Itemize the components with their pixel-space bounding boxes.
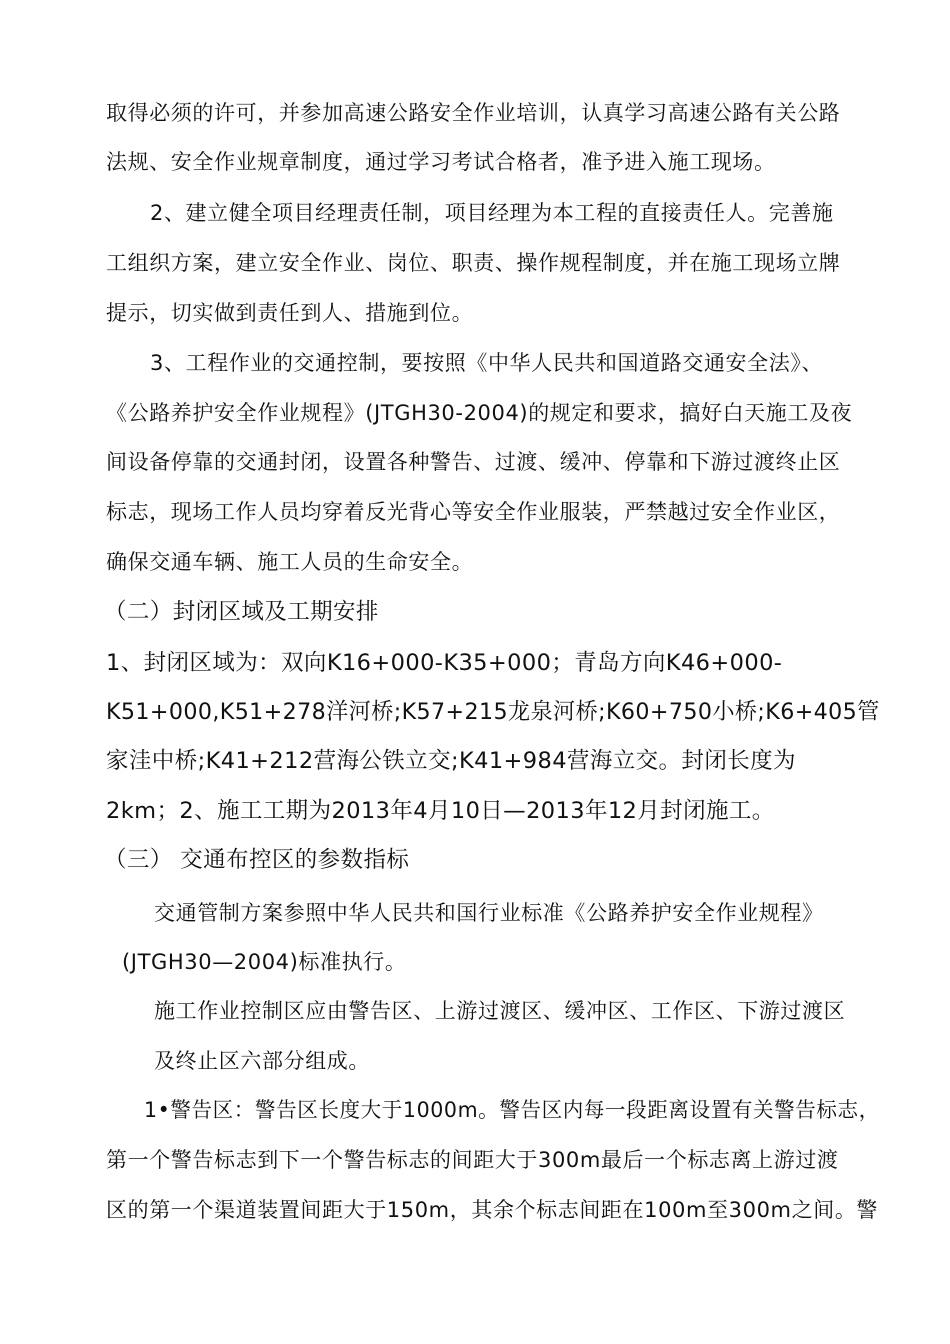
item3-line1: 3、工程作业的交通控制，要按照《中华人民共和国道路交通安全法》、 [150,351,824,375]
item2-line1: 2、建立健全项目经理责任制，项目经理为本工程的直接责任人。完善施 [150,201,834,225]
item3-line5: 确保交通车辆、施工人员的生命安全。 [106,550,474,574]
zones-line2: 及终止区六部分组成。 [154,1049,370,1073]
closure-line1: 1、封闭区域为：双向K16+000-K35+000；青岛方向K46+000- [106,650,783,676]
para1-line2: 法规、安全作业规章制度，通过学习考试合格者，准予进入施工现场。 [106,150,776,174]
closure-line2: K51+000,K51+278洋河桥;K57+215龙泉河桥;K60+750小桥;K6+405管 [106,699,880,725]
closure-line4: 2km；2、施工工期为2013年4月10日—2013年12月封闭施工。 [106,798,775,824]
zones-line1: 施工作业控制区应由警告区、上游过渡区、缓冲区、工作区、下游过渡区 [154,999,846,1023]
item3-line3: 间设备停靠的交通封闭，设置各种警告、过渡、缓冲、停靠和下游过渡终止区 [106,450,841,474]
item2-line3: 提示，切实做到责任到人、措施到位。 [106,301,474,325]
para1-line1: 取得必须的许可，并参加高速公路安全作业培训，认真学习高速公路有关公路 [106,101,841,125]
standard-line1: 交通管制方案参照中华人民共和国行业标准《公路养护安全作业规程》 [154,901,824,925]
section-heading-2: （二）封闭区域及工期安排 [104,599,379,625]
closure-line3: 家洼中桥;K41+212营海公铁立交;K41+984营海立交。封闭长度为 [106,748,796,774]
section-heading-3: （三） 交通布控区的参数指标 [104,847,410,873]
item3-line4: 标志，现场工作人员均穿着反光背心等安全作业服装，严禁越过安全作业区， [106,500,841,524]
warning-zone-line2: 第一个警告标志到下一个警告标志的间距大于300m最后一个标志离上游过渡 [106,1148,839,1172]
standard-line2: (JTGH30—2004)标准执行。 [122,950,407,974]
warning-zone-line1: 1•警告区：警告区长度大于1000m。警告区内每一段距离设置有关警告标志， [144,1098,880,1122]
warning-zone-line3: 区的第一个渠道装置间距大于150m，其余个标志间距在100m至300m之间。警 [106,1198,879,1222]
item2-line2: 工组织方案，建立安全作业、岗位、职责、操作规程制度，并在施工现场立牌 [106,251,841,275]
item3-line2: 《公路养护安全作业规程》(JTGH30-2004)的规定和要求，搞好白天施工及夜 [106,401,853,425]
